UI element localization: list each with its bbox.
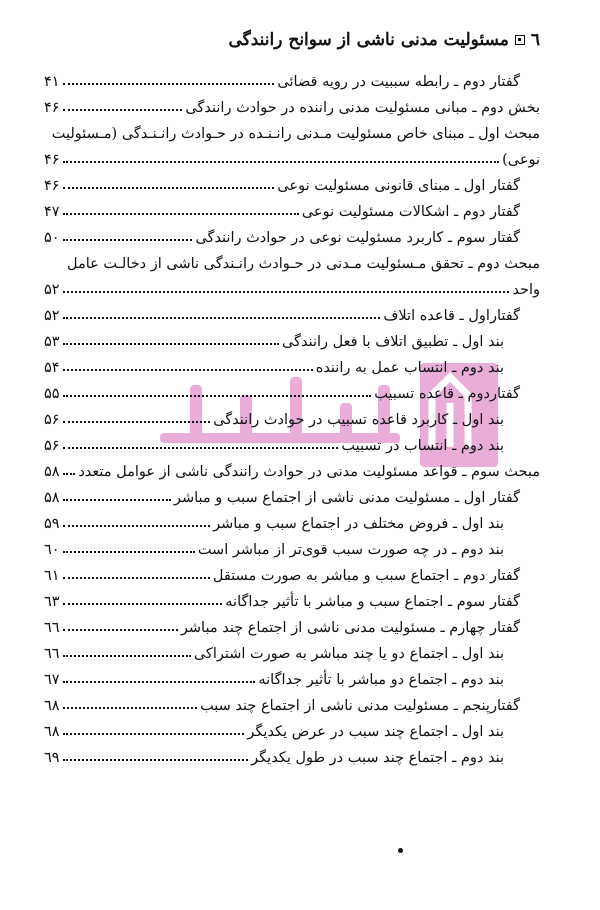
- toc-page-number: ۵۸: [44, 490, 60, 506]
- toc-entry-text: نوعی): [502, 152, 540, 168]
- toc-entry: [44, 532, 540, 558]
- toc-page-number: ۵۰: [44, 230, 60, 246]
- toc-entry-text: بند اول ـ فروض مختلف در اجتماع سبب و مباشر: [213, 516, 504, 532]
- toc-entry-text: گفتار چهارم ـ مسئولیت مدنی ناشی از اجتماع چند مباشر: [180, 620, 520, 636]
- toc-entry: [44, 610, 540, 636]
- toc-entry-text: گفتاردوم ـ قاعده تسبیب: [374, 386, 520, 402]
- leader-dots: [63, 239, 193, 241]
- toc-entry: [44, 220, 540, 246]
- leader-dots: [63, 291, 510, 293]
- toc-page-number: ٦٦: [44, 646, 60, 662]
- toc-page-number: ۵۲: [44, 308, 60, 324]
- leader-dots: [63, 759, 249, 761]
- leader-dots: [63, 395, 372, 397]
- toc-page-number: ۵۳: [44, 334, 60, 350]
- toc-entry: [44, 714, 540, 740]
- toc-entry-text: گفتاراول ـ قاعده اتلاف: [383, 308, 520, 324]
- square-bullet-icon: [515, 35, 525, 45]
- toc-page-number: ٦۹: [44, 750, 60, 766]
- toc-page-number: ۵۸: [44, 464, 60, 480]
- toc-entry-text: گفتارپنجم ـ مسئولیت مدنی ناشی از اجتماع چند سبب: [200, 698, 520, 714]
- toc-entry-text: گفتار دوم ـ اجتماع سبب و مباشر به صورت مستقل: [212, 568, 520, 584]
- toc-entry: [44, 168, 540, 194]
- toc-entry: [44, 506, 540, 532]
- toc-page-number: ٦۸: [44, 698, 60, 714]
- leader-dots: [63, 525, 211, 527]
- toc-page-number: ۴۱: [44, 74, 60, 90]
- leader-dots: [63, 343, 279, 345]
- toc-page-number: ٦۱: [44, 568, 60, 584]
- toc-entry-text-line1: مبحث اول ـ مبنای خاص مسئولیت مـدنی رانـنـده در حـوادث رانـنـدگی (مـسئولیت: [51, 126, 540, 142]
- toc-entry-text: گفتار اول ـ مبنای قانونی مسئولیت نوعی: [277, 178, 520, 194]
- toc-page-number: ۴۶: [44, 152, 60, 168]
- toc-entry-text: بند اول ـ اجتماع چند سبب در عرض یکدیگر: [247, 724, 504, 740]
- leader-dots: [63, 499, 171, 501]
- toc-page-number: ۵۴: [44, 360, 60, 376]
- toc-page-number: ۴۶: [44, 100, 60, 116]
- leader-dots: [63, 655, 191, 657]
- toc-page-number: ۴۶: [44, 178, 60, 194]
- toc-entry: [44, 90, 540, 116]
- toc-page-number: ۵۶: [44, 438, 60, 454]
- toc-entry-text: مبحث سوم ـ قواعد مسئولیت مدنی در حوادث رانندگی ناشی از عوامل متعدد: [78, 464, 540, 480]
- toc-entry: [44, 558, 540, 584]
- toc-entry: [44, 480, 540, 506]
- toc-entry: [44, 636, 540, 662]
- leader-dots: [63, 213, 299, 215]
- toc-entry: [44, 662, 540, 688]
- toc-entry: [44, 376, 540, 402]
- toc-entry: [44, 64, 540, 90]
- toc-entry-text: گفتار اول ـ مسئولیت مدنی ناشی از اجتماع سبب و مباشر: [173, 490, 520, 506]
- toc-page-number: ۵۵: [44, 386, 60, 402]
- toc-entry: [44, 246, 540, 298]
- toc-entry: [44, 402, 540, 428]
- leader-dots: [63, 577, 210, 579]
- toc-entry: [44, 194, 540, 220]
- toc-entry-text: واحد: [512, 282, 540, 298]
- leader-dots: [63, 187, 275, 189]
- toc-entry-text: گفتار دوم ـ رابطه سببیت در رویه قضائی: [277, 74, 520, 90]
- running-title: مسئولیت مدنی ناشی از سوانح رانندگی: [228, 30, 509, 50]
- toc-entry-text: بند اول ـ کاربرد قاعده تسبیب در حوادث رانندگی: [213, 412, 504, 428]
- leader-dots: [63, 161, 500, 163]
- leader-dots: [63, 681, 256, 683]
- toc-page-number: ۵۶: [44, 412, 60, 428]
- page-header: [60, 26, 540, 54]
- leader-dots: [63, 707, 197, 709]
- toc-entry-text: بند اول ـ اجتماع دو یا چند مباشر به صورت اشتراکی: [193, 646, 504, 662]
- leader-dots: [63, 603, 223, 605]
- leader-dots: [63, 629, 178, 631]
- toc-page-number: ٦٦: [44, 620, 60, 636]
- toc-entry: [44, 350, 540, 376]
- toc-page-number: ۵۹: [44, 516, 60, 532]
- leader-dots: [63, 317, 381, 319]
- toc-entry-text: بخش دوم ـ مبانی مسئولیت مدنی راننده در حوادث رانندگی: [185, 100, 540, 116]
- leader-dots: [63, 83, 275, 85]
- leader-dots: [63, 473, 76, 475]
- toc-page-number: ٦۸: [44, 724, 60, 740]
- toc-entry-text-line1: مبحث دوم ـ تحقق مـسئولیت مـدنی در حـوادث رانـندگی ناشی از دخالـت عامل: [66, 256, 540, 272]
- toc-entry: [44, 688, 540, 714]
- leader-dots: [63, 109, 183, 111]
- toc-page-number: ۵۲: [44, 282, 60, 298]
- toc-entry: [44, 740, 540, 766]
- leader-dots: [63, 733, 245, 735]
- toc-page-number: ٦۷: [44, 672, 60, 688]
- leader-dots: [63, 421, 211, 423]
- toc-entry-text: بند دوم ـ در چه صورت سبب قوی‌تر از مباشر است: [197, 542, 504, 558]
- footer-dot: [398, 848, 403, 853]
- leader-dots: [63, 447, 339, 449]
- leader-dots: [63, 369, 313, 371]
- toc-page-number: ٦۳: [44, 594, 60, 610]
- page-number: ٦: [530, 30, 540, 50]
- toc-entry: [44, 324, 540, 350]
- toc-entry: [44, 454, 540, 480]
- toc-entry-text: گفتار سوم ـ اجتماع سبب و مباشر با تأثیر جداگانه: [225, 594, 520, 610]
- toc-entry-text: بند اول ـ تطبیق اتلاف با فعل رانندگی: [281, 334, 504, 350]
- toc-entry-text: بند دوم ـ انتساب عمل به راننده: [315, 360, 504, 376]
- toc-entry: [44, 116, 540, 168]
- leader-dots: [63, 551, 195, 553]
- toc-entry: [44, 428, 540, 454]
- toc-entry-text: بند دوم ـ اجتماع دو مباشر با تأثیر جداگانه: [258, 672, 504, 688]
- toc-page-number: ٦۰: [44, 542, 60, 558]
- toc-entry-text: بند دوم ـ انتساب در تسبیب: [341, 438, 504, 454]
- toc-entry: [44, 584, 540, 610]
- toc-entry-text: گفتار سوم ـ کاربرد مسئولیت نوعی در حوادث رانندگی: [195, 230, 520, 246]
- table-of-contents: [44, 64, 540, 766]
- toc-entry: [44, 298, 540, 324]
- toc-page-number: ۴۷: [44, 204, 60, 220]
- toc-entry-text: گفتار دوم ـ اشکالات مسئولیت نوعی: [301, 204, 520, 220]
- toc-entry-text: بند دوم ـ اجتماع چند سبب در طول یکدیگر: [251, 750, 504, 766]
